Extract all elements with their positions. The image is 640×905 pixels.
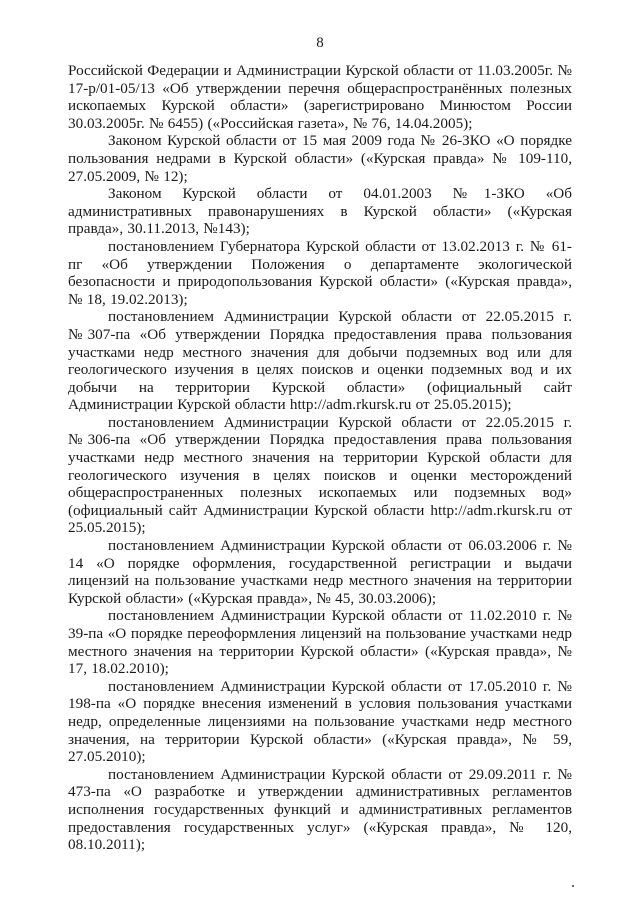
paragraph-decree-306-pa: постановлением Администрации Курской области от 22.05.2015 г. №306-па «Об утверждении Порядка предоставления права пользования участками недр местного значения на территории Курской области для геологического изучения в целях поисков и оценки месторождений общераспространенных полезных ископаемых или подземных вод» (официальный сайт Администрации Курской области http://adm.rkursk.ru от 25.05.2015); [68, 413, 572, 537]
paragraph-decree-473-pa: постановлением Администрации Курской области от 29.09.2011 г. № 473-па «О разработке и утверждении административных регламентов исполнения государственных функций и административных регламентов предоставления государственных услуг» («Курская правда», № 120, 08.10.2011); [68, 765, 572, 854]
paragraph-decree-39-pa: постановлением Администрации Курской области от 11.02.2010 г. № 39-па «О порядке переоформления лицензий на пользование участками недр местного значения на территории Курской области» («Курская правда», № 17, 18.02.2010); [68, 607, 572, 678]
paragraph-continuation: Российской Федерации и Администрации Курской области от 11.03.2005г. № 17-р/01-05/13 «Об утверждении перечня общераспространённых полезных ископаемых Курской области» (зарегистрировано Минюстом России 30.03.2005г. № 6455) («Российская газета», № 76, 14.04.2005); [68, 62, 572, 132]
paragraph-decree-14: постановлением Администрации Курской области от 06.03.2006 г. № 14 «О порядке оформления, государственной регистрации и выдачи лицензий на пользование участками недр местного значения на территории Курской области» («Курская правда», № 45, 30.03.2006); [68, 537, 572, 607]
paragraph-law-26-zko: Законом Курской области от 15 мая 2009 года № 26-ЗКО «О порядке пользования недрами в Курской области» («Курская правда» № 109-110, 27.05.2009, № 12); [68, 132, 572, 185]
paragraph-law-1-zko: Законом Курской области от 04.01.2003 №1-ЗКО «Об административных правонарушениях в Курской области» («Курская правда», 30.11.2013, №143); [68, 185, 572, 238]
paragraph-decree-198-pa: постановлением Администрации Курской области от 17.05.2010 г. № 198-па «О порядке внесения изменений в условия пользования участками недр, определенные лицензиями на пользование участками недр местного значения, на территории Курской области» («Курская правда», № 59, 27.05.2010); [68, 677, 572, 766]
page-number: 8 [316, 35, 324, 51]
paragraph-governor-decree-61-pg: постановлением Губернатора Курской области от 13.02.2013 г. № 61-пг «Об утверждении Положения о департаменте экологической безопасности и природопользования Курской области» («Курская правда», № 18, 19.02.2013); [68, 237, 572, 308]
paragraph-decree-307-pa: постановлением Администрации Курской области от 22.05.2015 г. №307-па «Об утверждении Порядка предоставления права пользования участками недр местного значения для добычи подземных вод или для геологического изучения в целях поисков и оценки подземных вод и их добычи на территории Курской области» (официальный сайт Администрации Курской области http://adm.rkursk.ru от 25.05.2015); [68, 308, 572, 414]
scan-speck [572, 885, 574, 887]
